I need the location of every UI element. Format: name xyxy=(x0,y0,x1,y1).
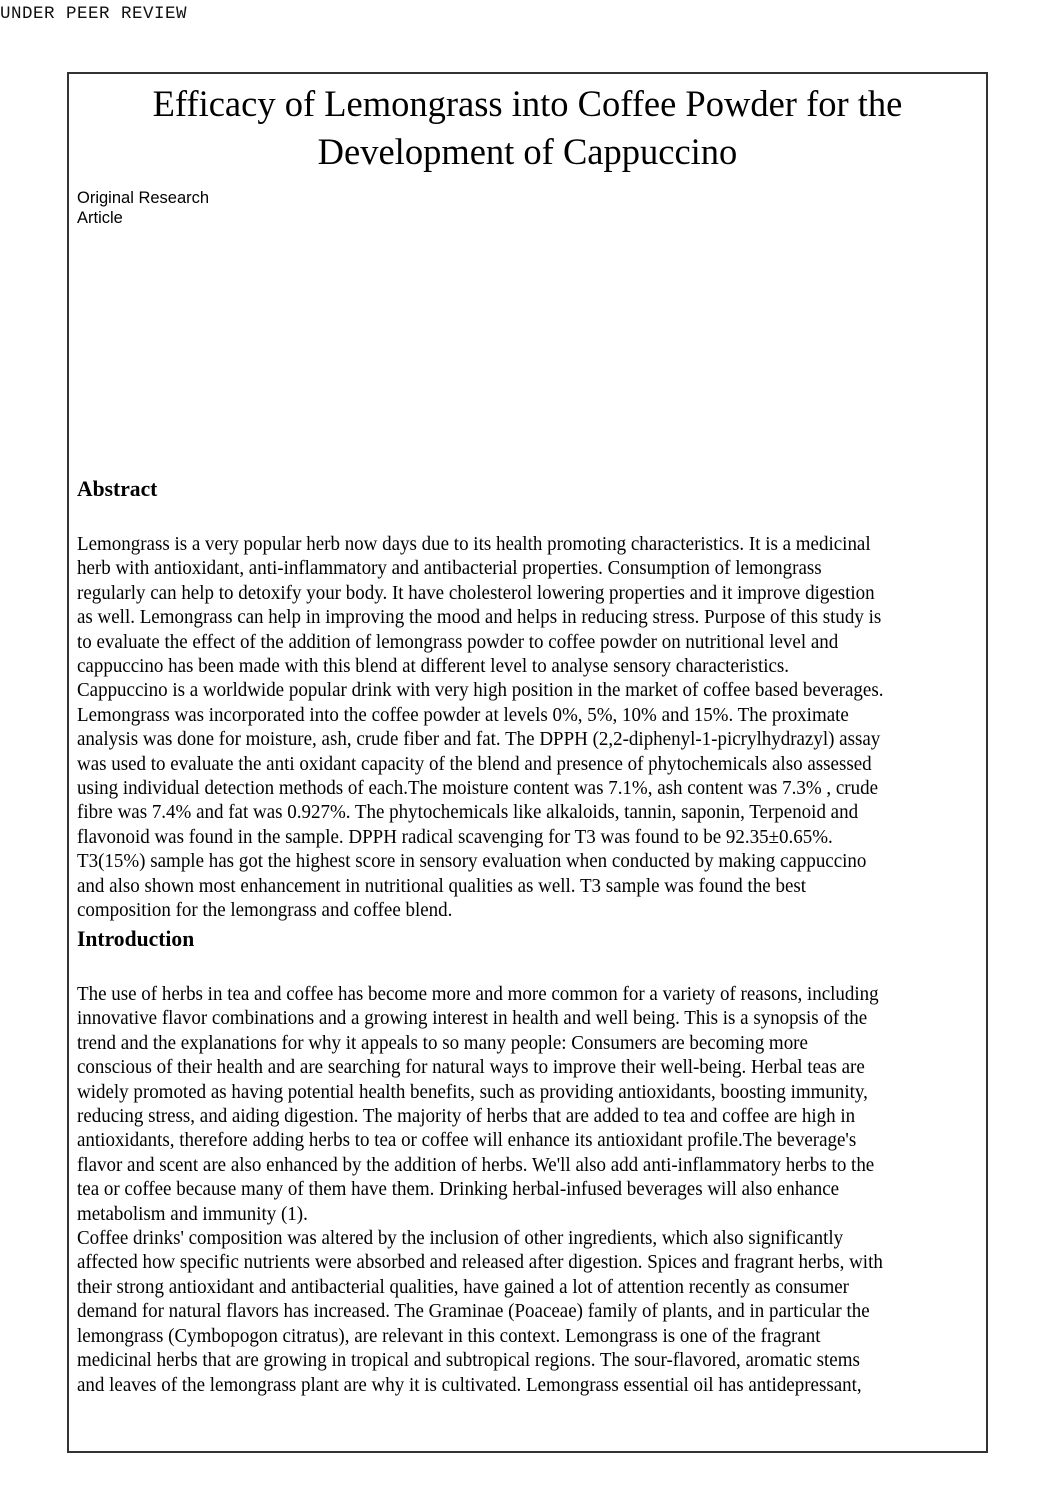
text-line: Cappuccino is a worldwide popular drink with very high position in the market of coffee based beverages. xyxy=(77,679,884,702)
abstract-heading: Abstract xyxy=(77,476,158,501)
article-type-line: Article xyxy=(77,209,123,227)
text-line: herb with antioxidant, anti-inflammatory and antibacterial properties. Consumption of lemongrass xyxy=(77,557,822,580)
abstract-body xyxy=(77,532,951,923)
text-line: lemongrass (Cymbopogon citratus), are relevant in this context. Lemongrass is one of the fragrant xyxy=(77,1324,821,1347)
text-line: fibre was 7.4% and fat was 0.927%. The phytochemicals like alkaloids, tannin, saponin, Terpenoid and xyxy=(77,801,859,824)
text-line: flavor and scent are also enhanced by the addition of herbs. We'll also add anti-inflammatory herbs to the xyxy=(77,1153,875,1176)
under-peer-review-watermark: UNDER PEER REVIEW xyxy=(0,4,188,24)
text-line: metabolism and immunity (1). xyxy=(77,1202,308,1225)
paper-title xyxy=(69,80,986,176)
text-line: flavonoid was found in the sample. DPPH radical scavenging for T3 was found to be 92.35±0.65%. xyxy=(77,825,833,848)
article-type-line: Original Research xyxy=(77,189,210,207)
text-line: composition for the lemongrass and coffee blend. xyxy=(77,899,453,922)
text-line: their strong antioxidant and antibacterial qualities, have gained a lot of attention recently as consumer xyxy=(77,1275,849,1298)
text-line: T3(15%) sample has got the highest score in sensory evaluation when conducted by making cappuccino xyxy=(77,850,867,873)
text-line: was used to evaluate the anti oxidant capacity of the blend and presence of phytochemicals also assessed xyxy=(77,752,872,775)
text-line: conscious of their health and are searching for natural ways to improve their well-being. Herbal teas are xyxy=(77,1056,865,1079)
text-line: Coffee drinks' composition was altered by the inclusion of other ingredients, which also significantly xyxy=(77,1227,844,1250)
introduction-heading: Introduction xyxy=(77,926,195,951)
text-line: and also shown most enhancement in nutritional qualities as well. T3 sample was found the best xyxy=(77,874,807,897)
text-line: Lemongrass is a very popular herb now days due to its health promoting characteristics. It is a medicinal xyxy=(77,533,871,555)
text-line: widely promoted as having potential health benefits, such as providing antioxidants, boosting immunity, xyxy=(77,1080,868,1103)
paper-title-line: Development of Cappuccino xyxy=(317,131,738,172)
text-line: trend and the explanations for why it appeals to so many people: Consumers are becoming more xyxy=(77,1031,808,1054)
text-line: using individual detection methods of each.The moisture content was 7.1%, ash content was 7.3% , crude xyxy=(77,777,879,800)
text-line: innovative flavor combinations and a growing interest in health and well being. This is a synopsis of the xyxy=(77,1007,868,1030)
text-line: tea or coffee because many of them have them. Drinking herbal-infused beverages will also enhance xyxy=(77,1178,840,1201)
text-line: medicinal herbs that are growing in tropical and subtropical regions. The sour-flavored, aromatic stems xyxy=(77,1349,860,1372)
page-frame xyxy=(67,72,988,1453)
article-type-label xyxy=(77,188,237,228)
introduction-body xyxy=(77,982,951,1397)
text-line: as well. Lemongrass can help in improving the mood and helps in reducing stress. Purpose of this study is xyxy=(77,606,882,629)
text-line: reducing stress, and aiding digestion. The majority of herbs that are added to tea and coffee are high in xyxy=(77,1105,856,1128)
text-line: analysis was done for moisture, ash, crude fiber and fat. The DPPH (2,2-diphenyl-1-picrylhydrazyl) assay xyxy=(77,728,881,751)
text-line: The use of herbs in tea and coffee has become more and more common for a variety of reasons, including xyxy=(77,983,879,1005)
text-line: Lemongrass was incorporated into the coffee powder at levels 0%, 5%, 10% and 15%. The proximate xyxy=(77,703,849,726)
text-line: regularly can help to detoxify your body. It have cholesterol lowering properties and it improve digestion xyxy=(77,581,875,604)
text-line: affected how specific nutrients were absorbed and released after digestion. Spices and fragrant herbs, with xyxy=(77,1251,883,1274)
paper-title-line: Efficacy of Lemongrass into Coffee Powder for the xyxy=(152,83,903,124)
text-line: antioxidants, therefore adding herbs to tea or coffee will enhance its antioxidant profile.The beverage's xyxy=(77,1129,857,1152)
text-line: cappuccino has been made with this blend at different level to analyse sensory characteristics. xyxy=(77,655,790,678)
text-line: to evaluate the effect of the addition of lemongrass powder to coffee powder on nutritional level and xyxy=(77,630,839,653)
text-line: demand for natural flavors has increased. The Graminae (Poaceae) family of plants, and in particular the xyxy=(77,1300,870,1323)
text-line: and leaves of the lemongrass plant are why it is cultivated. Lemongrass essential oil has antidepressant, xyxy=(77,1373,862,1396)
